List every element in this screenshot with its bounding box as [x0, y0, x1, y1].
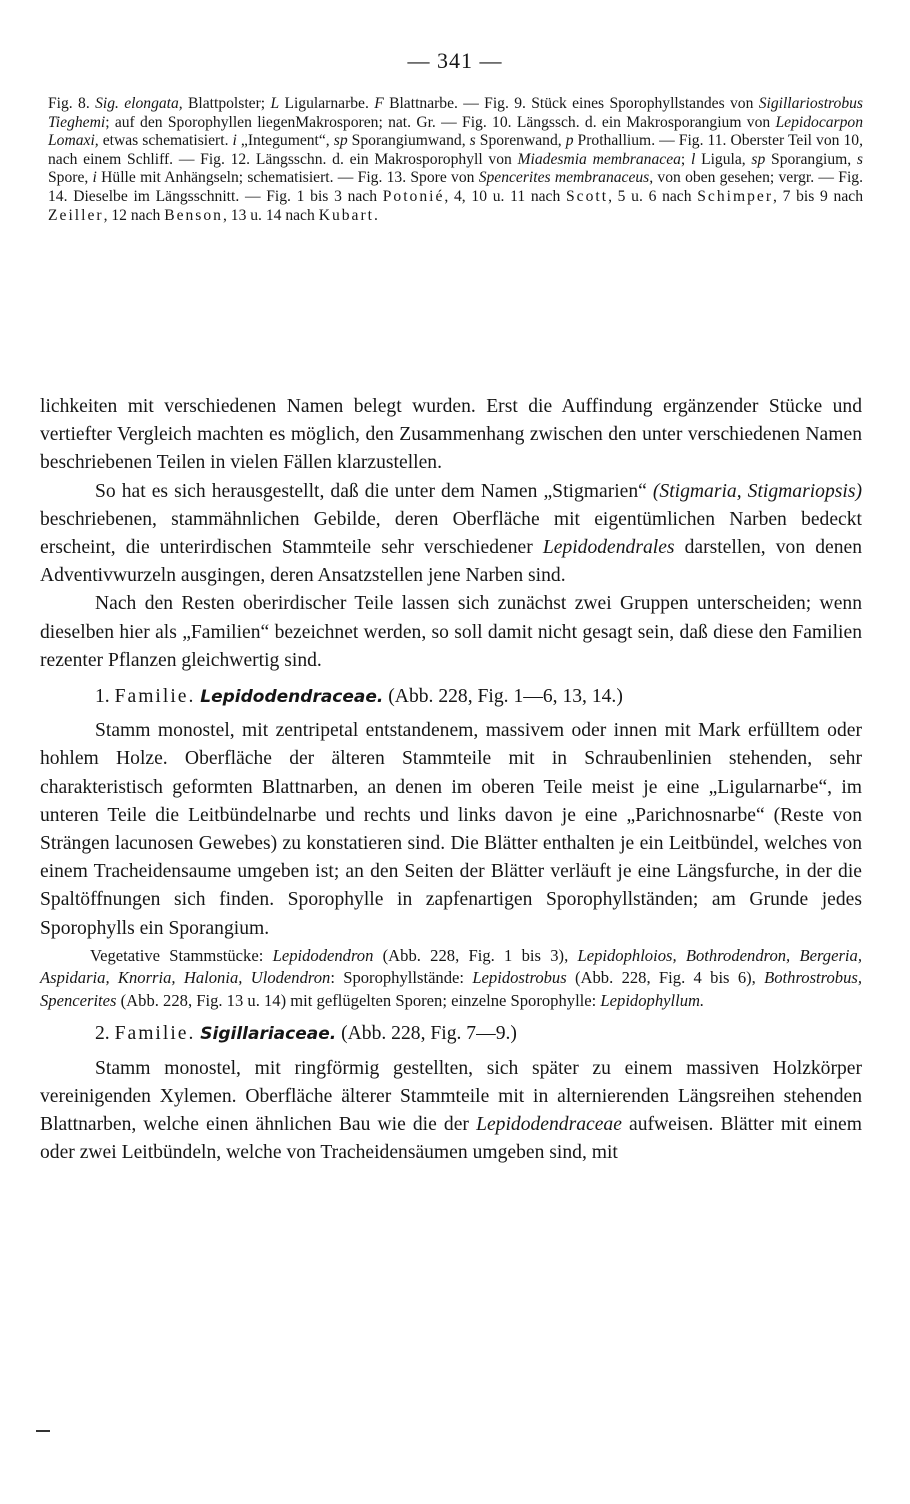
spaced-word: Familie.: [114, 1023, 196, 1045]
text-run: Fig. 8.: [48, 95, 96, 112]
text-run: (Abb. 228, Fig. 4 bis 6),: [566, 968, 765, 988]
text-run: ;: [680, 150, 691, 168]
italic-term: Spencerites membranaceus,: [478, 169, 654, 187]
text-run: Blattnarbe. — Fig. 9. Stück eines Sporophyllstandes von: [383, 95, 759, 112]
italic-term: i: [92, 169, 97, 187]
italic-term: Lepidodendraceae: [476, 1113, 622, 1135]
italic-term: sp: [751, 150, 766, 168]
italic-term: Miadesmia membranacea: [517, 150, 681, 168]
italic-term: F: [374, 95, 384, 112]
text-run: 2.: [95, 1023, 115, 1045]
text-run: Blattpolster;: [182, 95, 271, 112]
family-name: Sigillariaceae.: [200, 1024, 337, 1045]
italic-term: L: [270, 95, 280, 112]
text-run: (Abb. 228, Fig. 13 u. 14) mit geflügelten Sporen; einzelne Sporophylle:: [116, 990, 601, 1010]
italic-term: Lepidocarpon Lomaxi,: [48, 113, 863, 150]
text-run: „Integument“,: [236, 132, 334, 150]
body-text: [40, 393, 862, 1167]
text-run: Ligularnarbe.: [279, 95, 375, 112]
text-run: .: [374, 206, 378, 224]
spaced-word: Scott: [566, 187, 609, 205]
text-run: 1.: [95, 686, 115, 708]
text-run: , 5 u. 6 nach: [608, 187, 698, 205]
text-run: Hülle mit Anhängseln; schematisiert. — Fig. 13. Spore von: [96, 169, 479, 187]
italic-term: Lepidodendrales: [542, 537, 675, 559]
text-run: Sporangium,: [765, 150, 857, 168]
italic-term: l: [690, 150, 696, 168]
text-run: : Sporophyllstände:: [330, 968, 473, 988]
text-run: , 4, 10 u. 11 nach: [444, 187, 566, 205]
spaced-word: Familie.: [114, 686, 196, 708]
italic-term: Bothrostrobus, Spencerites: [40, 968, 863, 1010]
text-run: (Abb. 228, Fig. 7—9.): [336, 1023, 517, 1045]
italic-term: (Stigmaria, Stigmariopsis): [652, 480, 862, 502]
italic-term: p: [565, 132, 574, 150]
spaced-word: Potonié: [382, 187, 445, 205]
text-run: Ligula,: [695, 150, 752, 168]
section-heading: [40, 1020, 862, 1048]
italic-term: i: [232, 132, 237, 150]
italic-term: sp: [333, 132, 348, 150]
spaced-word: Kubart: [318, 206, 374, 224]
italic-term: Lepidostrobus: [472, 968, 567, 988]
text-run: , 12 nach: [103, 206, 165, 224]
text-run: Nach den Resten oberirdischer Teile lassen sich zunächst zwei Gruppen unterscheiden; wenn dieselben hier als „Familien“ bezeichnet werden, so soll damit nicht gesagt sein, daß diese den Familien rezenter Pflanzen gleichwertig sind.: [40, 593, 862, 671]
text-run: Stamm monostel, mit zentripetal entstandenem, massivem oder innen mit Mark erfülltem oder hohlem Holze. Oberfläche der älteren Stammteile mit in Schraubenlinien stehenden, sehr charakteristisch geformten Blattnarben, an denen im oberen Teile meist je eine „Ligularnarbe“, im unteren Teile die Leitbündelnarbe und rechts und links davon je eine „Parichnosnarbe“ (Reste von Strängen lacunosen Gewebes) zu konstatieren sind. Die Blätter enthalten je ein Leitbündel, welches von einem Tracheidensaume umgeben ist; an den Seiten der Blätter verläuft je eine Längsfurche, in der die Spaltöffnungen sich finden. Sporophylle in zapfenartigen Sporophyllständen; am Grunde jedes Sporophylls ein Sporangium.: [40, 720, 862, 939]
text-run: ; auf den Sporophyllen liegenMakrosporen; nat. Gr. — Fig. 10. Längssch. d. ein Makrosporangium von: [105, 113, 776, 131]
text-run: darstellen, von denen Adventivwurzeln ausgingen, deren Ansatzstellen jene Narben sind.: [40, 537, 862, 587]
spaced-word: Benson: [164, 206, 223, 224]
text-run: lichkeiten mit verschiedenen Namen belegt wurden. Erst die Auffindung ergänzender Stücke und vertiefter Vergleich machten es möglich, den Zusammenhang zwischen den unter verschiedenen Namen beschriebenen Teilen in vielen Fällen klarzustellen.: [40, 396, 862, 474]
italic-term: Lepidodendron: [272, 945, 374, 965]
text-run: Sporenwand,: [475, 132, 566, 150]
margin-dash: [36, 1430, 50, 1432]
family-name: Lepidodendraceae.: [200, 687, 384, 708]
text-run: von oben gesehen; vergr. — Fig. 14. Dieselbe im Längsschnitt. — Fig. 1 bis 3 nach: [48, 169, 863, 205]
figure-caption: [48, 95, 863, 225]
paragraph: [40, 717, 862, 943]
italic-term: Lepidophyllum.: [600, 990, 705, 1010]
text-run: Stamm monostel, mit ringförmig gestellten, sich später zu einem massiven Holzkörper vereinigenden Xylemen. Oberfläche älterer Stammteile mit in alternierenden Längsreihen stehenden Blattnarben, welche einen ähnlichen Bau wie die der: [40, 1057, 862, 1135]
text-run: Sporangiumwand,: [347, 132, 470, 150]
text-run: beschriebenen, stammähnlichen Gebilde, deren Oberfläche mit eigentümlichen Narben bedeckt erscheint, die unterirdischen Stammteile sehr verschiedener: [40, 508, 862, 559]
paragraph: [40, 478, 862, 591]
text-run: (Abb. 228, Fig. 1 bis 3),: [373, 945, 578, 965]
italic-term: Sigillariostrobus Tieghemi: [48, 95, 863, 131]
paragraph: [40, 393, 862, 478]
section-heading: [40, 683, 862, 711]
text-run: (Abb. 228, Fig. 1—6, 13, 14.): [383, 686, 623, 708]
text-run: etwas schematisiert.: [98, 132, 233, 150]
text-run: Prothallium. — Fig. 11. Oberster Teil von 10, nach einem Schliff. — Fig. 12. Längsschn. d. ein Makrosporophyll von: [48, 132, 863, 168]
text-run: So hat es sich herausgestellt, daß die unter dem Namen „Stigmarien“: [95, 480, 653, 502]
paragraph: [40, 590, 862, 675]
text-run: aufweisen. Blätter mit einem oder zwei Leitbündeln, welche von Tracheidensäumen umgeben sind, mit: [40, 1113, 862, 1164]
italic-term: Lepidophloios, Bothrodendron, Bergeria, Aspidaria, Knorria, Halonia, Ulodendron: [40, 945, 862, 988]
text-run: , 13 u. 14 nach: [222, 206, 319, 224]
paragraph: [40, 1055, 862, 1168]
text-run: , 7 bis 9 nach: [773, 187, 863, 205]
spaced-word: Zeiller: [48, 206, 104, 224]
text-run: Vegetative Stammstücke:: [90, 945, 273, 965]
paragraph: [40, 945, 862, 1013]
italic-term: Sig. elongata,: [95, 95, 183, 112]
italic-term: s: [469, 132, 476, 150]
text-run: Spore,: [48, 169, 93, 187]
italic-term: s: [856, 150, 863, 168]
page-number: — 341 —: [407, 48, 503, 73]
spaced-word: Schimper: [697, 187, 774, 205]
